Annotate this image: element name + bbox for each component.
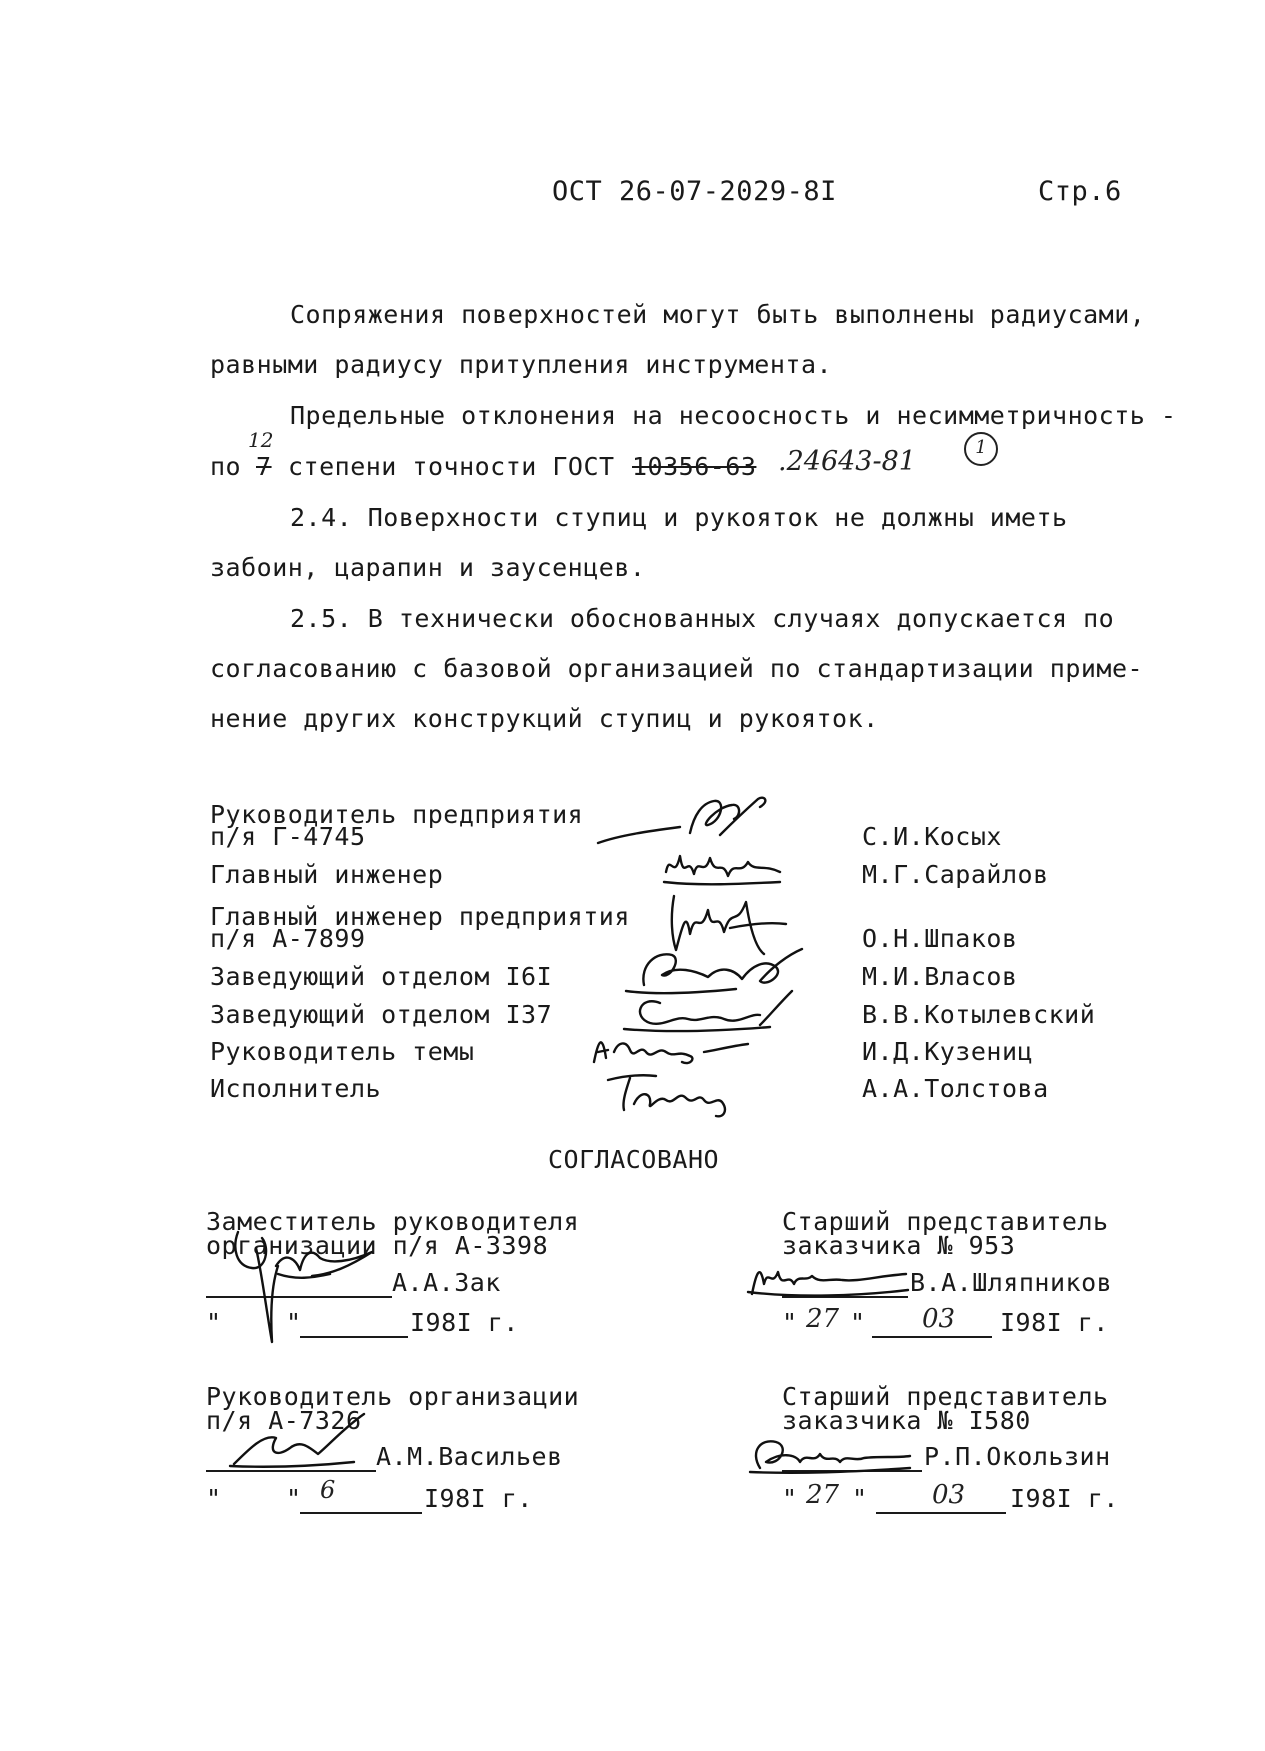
date-quote: " [782, 1484, 798, 1513]
date-quote: " [852, 1484, 868, 1513]
approval-name: О.Н.Шпаков [862, 924, 1018, 953]
handwritten-gost: .24643-81 [778, 446, 916, 477]
page-number: Стр.6 [1038, 176, 1122, 207]
date-month: 03 [932, 1480, 966, 1510]
change-mark [964, 432, 998, 466]
signature-okolzin [740, 1432, 920, 1482]
date-month: 03 [922, 1304, 956, 1334]
agreement-title: заказчика № 953 [782, 1231, 1016, 1260]
agreement-title: Руководитель организации [206, 1382, 580, 1411]
agreement-title: заказчика № I580 [782, 1406, 1031, 1435]
approval-name: М.Г.Сарайлов [862, 860, 1049, 889]
signature-vasiliev [224, 1408, 384, 1478]
approval-title: Главный инженер [210, 860, 444, 889]
agreement-title: Старший представитель [782, 1207, 1109, 1236]
paragraph-line: забоин, царапин и заусенцев. [210, 553, 646, 582]
approval-name: В.В.Котылевский [862, 1000, 1096, 1029]
paragraph-line: согласованию с базовой организацией по стандартизации приме- [210, 654, 1144, 683]
date-year: I98I г. [410, 1308, 519, 1337]
struck-gost: 10356-63 [632, 452, 757, 481]
agreement-title: Заместитель руководителя [206, 1207, 580, 1236]
date-year: I98I г. [424, 1484, 533, 1513]
agreement-name: Р.П.Окользин [924, 1442, 1111, 1471]
signature-sarailov [660, 842, 800, 892]
date-day: 27 [806, 1304, 840, 1334]
approval-title: Руководитель предприятия [210, 800, 584, 829]
approval-title: Руководитель темы [210, 1037, 475, 1066]
date-quote: " [286, 1308, 302, 1337]
agreement-title: организации п/я А-3398 [206, 1231, 549, 1260]
approval-name: М.И.Власов [862, 962, 1018, 991]
signature-tolstova [604, 1060, 754, 1120]
agreement-title: п/я А-7326 [206, 1406, 362, 1435]
approval-name: С.И.Косых [862, 822, 1002, 851]
approval-name: И.Д.Кузениц [862, 1037, 1034, 1066]
agreement-name: В.А.Шляпников [910, 1268, 1113, 1297]
date-quote: " [850, 1308, 866, 1337]
paragraph-line-mid: степени точности ГОСТ [288, 452, 615, 481]
date-quote: " [206, 1308, 222, 1337]
agreed-heading: СОГЛАСОВАНО [548, 1145, 720, 1174]
date-month-line [872, 1336, 992, 1338]
date-month: 6 [320, 1476, 336, 1504]
approval-title: Заведующий отделом I37 [210, 1000, 553, 1029]
change-mark-number: 1 [975, 437, 987, 458]
date-day: 27 [806, 1480, 840, 1510]
paragraph-line: равными радиусу притупления инструмента. [210, 350, 833, 379]
approval-title: Главный инженер предприятия [210, 902, 630, 931]
date-quote: " [286, 1484, 302, 1513]
approval-title: Заведующий отделом I6I [210, 962, 553, 991]
approval-name: А.А.Толстова [862, 1074, 1049, 1103]
signature-zak [200, 1208, 410, 1348]
approval-title: Исполнитель [210, 1074, 382, 1103]
date-month-line [876, 1512, 1006, 1514]
approval-title: п/я Г-4745 [210, 822, 366, 851]
date-year: I98I г. [1010, 1484, 1119, 1513]
date-year: I98I г. [1000, 1308, 1109, 1337]
handwritten-correction: 12 [248, 428, 274, 452]
agreement-title: Старший представитель [782, 1382, 1109, 1411]
struck-value: 7 [256, 452, 272, 481]
paragraph-line: Сопряжения поверхностей могут быть выполнены радиусами, [290, 300, 1146, 329]
signature-shlyapnikov [738, 1254, 918, 1304]
paragraph-line: нение других конструкций ступиц и рукояток. [210, 704, 879, 733]
paragraph-line: Предельные отклонения на несоосность и несимметричность - [290, 401, 1177, 430]
paragraph-line: 2.5. В технически обоснованных случаях допускается по [290, 604, 1115, 633]
agreement-name: А.А.Зак [392, 1268, 501, 1297]
paragraph-line-prefix: по [210, 452, 242, 481]
date-month-line [300, 1512, 422, 1514]
date-quote: " [206, 1484, 222, 1513]
agreement-name: А.М.Васильев [376, 1442, 563, 1471]
paragraph-line: 2.4. Поверхности ступиц и рукояток не должны иметь [290, 503, 1068, 532]
approval-title: п/я А-7899 [210, 924, 366, 953]
date-quote: " [782, 1308, 798, 1337]
doc-code: ОСТ 26-07-2029-8I [552, 176, 837, 207]
